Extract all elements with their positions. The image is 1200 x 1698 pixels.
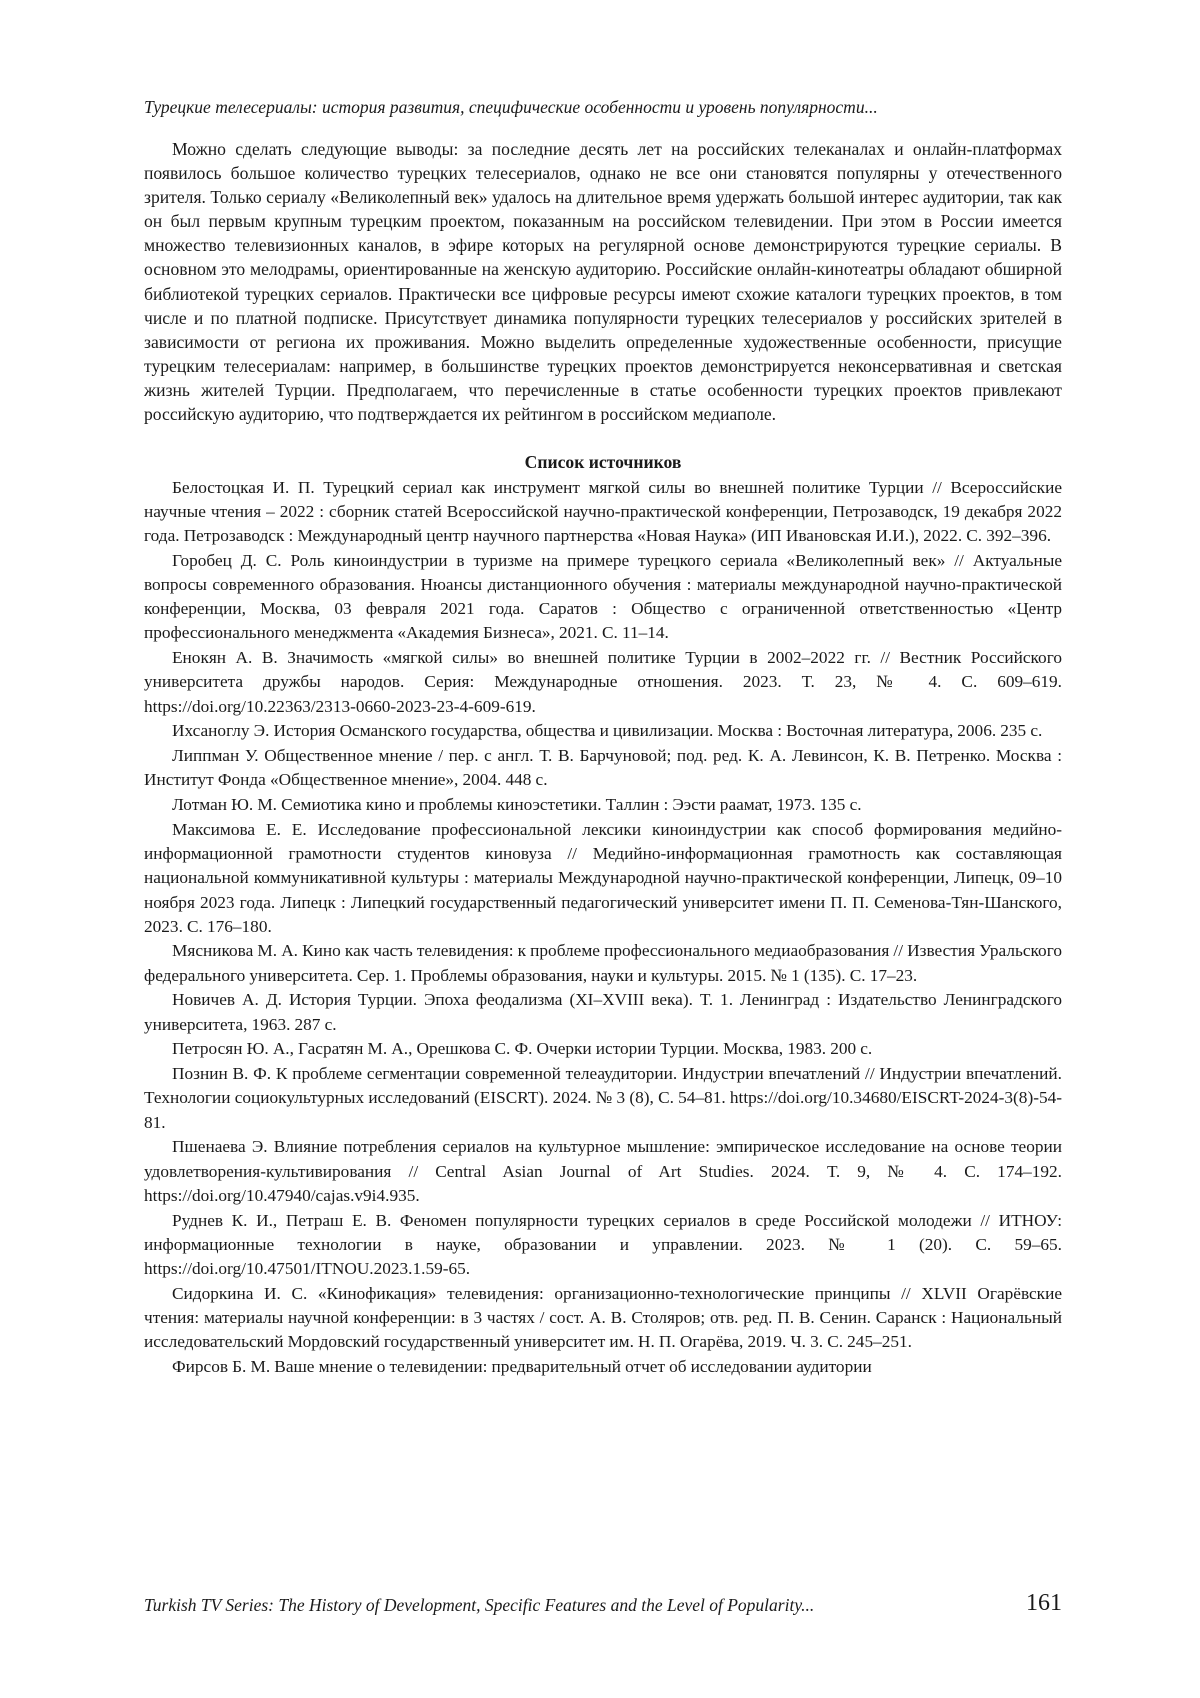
reference-item: Познин В. Ф. К проблеме сегментации современной телеаудитории. Индустрии впечатлений // Индустрии впечатлений. Технологии социокультурных исследований (EISCRT). 2024. № 3 (8), С. 54–81. https://doi.org/10.34680/EISCRT-2024-3(8)-54-81. — [144, 1064, 1062, 1132]
page-number: 161 — [1026, 1590, 1062, 1616]
reference-item: Максимова Е. Е. Исследование профессиональной лексики киноиндустрии как способ формирования медийно-информационной грамотности студентов киновуза // Медийно-информационная грамотность как составляющая национальной коммуникативной культуры : материалы Международной научно-практической конференции, Липецк, 09–10 ноября 2023 года. Липецк : Липецкий государственный педагогический университет имени П. П. Семенова-Тян-Шанского, 2023. С. 176–180. — [144, 820, 1062, 936]
footer-english-title: Turkish TV Series: The History of Development, Specific Features and the Level of Popularity... — [144, 1595, 815, 1615]
references-heading: Список источников — [524, 452, 682, 473]
reference-item: Петросян Ю. А., Гасратян М. А., Орешкова С. Ф. Очерки истории Турции. Москва, 1983. 200 с. — [172, 1039, 873, 1059]
references-list — [144, 476, 1062, 1379]
reference-item: Лотман Ю. М. Семиотика кино и проблемы киноэстетики. Таллин : Ээсти раамат, 1973. 135 с. — [172, 795, 862, 815]
reference-item: Мясникова М. А. Кино как часть телевидения: к проблеме профессионального медиаобразования // Известия Уральского федерального университета. Сер. 1. Проблемы образования, науки и культуры. 2015. № 1 (135). С. 17–23. — [144, 941, 1062, 985]
reference-item: Руднев К. И., Петраш Е. В. Феномен популярности турецких сериалов в среде Российской молодежи // ИТНОУ: информационные технологии в науке, образовании и управлении. 2023. № 1 (20). С. 59–65. https://doi.org/10.47501/ITNOU.2023.1.59-65. — [144, 1210, 1062, 1278]
running-head: Турецкие телесериалы: история развития, специфические особенности и уровень популярности... — [144, 97, 878, 117]
reference-item: Фирсов Б. М. Ваше мнение о телевидении: предварительный отчет об исследовании аудитории — [172, 1356, 872, 1376]
reference-item: Белостоцкая И. П. Турецкий сериал как инструмент мягкой силы во внешней политике Турции // Всероссийские научные чтения – 2022 : сборник статей Всероссийской научно-практической конференции, Петрозаводск, 19 декабря 2022 года. Петрозаводск : Международный центр научного партнерства «Новая Наука» (ИП Ивановская И.И.), 2022. С. 392–396. — [144, 478, 1062, 546]
reference-item: Горобец Д. С. Роль киноиндустрии в туризме на примере турецкого сериала «Великолепный век» // Актуальные вопросы современного образования. Нюансы дистанционного обучения : материалы международной научно-практической конференции, Москва, 03 февраля 2021 года. Саратов : Общество с ограниченной ответственностью «Центр профессионального менеджмента «Академия Бизнеса», 2021. С. 11–14. — [144, 551, 1062, 643]
reference-item: Сидоркина И. С. «Кинофикация» телевидения: организационно-технологические принципы // XLVII Огарёвские чтения: материалы научной конференции: в 3 частях / сост. А. В. Столяров; отв. ред. П. В. Сенин. Саранск : Национальный исследовательский Мордовский государственный университет им. Н. П. Огарёва, 2019. Ч. 3. С. 245–251. — [144, 1283, 1062, 1351]
conclusion-paragraph: Можно сделать следующие выводы: за последние десять лет на российских телеканалах и онлайн-платформах появилось большое количество турецких телесериалов, однако не все они становятся популярны у отечественного зрителя. Только сериалу «Великолепный век» удалось на длительное время удержать большой интерес аудитории, так как он был первым крупным турецким проектом, показанным на российском телевидении. При этом в России имеется множество телевизионных каналов, в эфире которых на регулярной основе демонстрируются турецкие сериалы. В основном это мелодрамы, ориентированные на женскую аудиторию. Российские онлайн-кинотеатры обладают обширной библиотекой турецких сериалов. Практически все цифровые ресурсы имеют схожие каталоги турецких проектов, в том числе и по платной подписке. Присутствует динамика популярности турецких телесериалов у российских зрителей в зависимости от региона их проживания. Можно выделить определенные художественные особенности, присущие турецким телесериалам: например, в большинстве турецких проектов демонстрируется неконсервативная и светская жизнь жителей Турции. Предполагаем, что перечисленные в статье особенности турецких проектов привлекают российскую аудиторию, что подтверждается их рейтингом в российском медиаполе. — [144, 139, 1062, 425]
page-body — [144, 137, 1062, 1380]
reference-item: Пшенаева Э. Влияние потребления сериалов на культурное мышление: эмпирическое исследование на основе теории удовлетворения-культивирования // Central Asian Journal of Art Studies. 2024. Т. 9, № 4. С. 174–192. https://doi.org/10.47940/cajas.v9i4.935. — [144, 1137, 1062, 1205]
reference-item: Новичев А. Д. История Турции. Эпоха феодализма (XI–XVIII века). Т. 1. Ленинград : Издательство Ленинградского университета, 1963. 287 с. — [144, 990, 1062, 1034]
reference-item: Енокян А. В. Значимость «мягкой силы» во внешней политике Турции в 2002–2022 гг. // Вестник Российского университета дружбы народов. Серия: Международные отношения. 2023. Т. 23, № 4. С. 609–619. https://doi.org/10.22363/2313-0660-2023-23-4-609-619. — [144, 648, 1062, 716]
reference-item: Липпман У. Общественное мнение / пер. с англ. Т. В. Барчуновой; под. ред. К. А. Левинсон, К. В. Петренко. Москва : Институт Фонда «Общественное мнение», 2004. 448 с. — [144, 746, 1062, 790]
reference-item: Ихсаноглу Э. История Османского государства, общества и цивилизации. Москва : Восточная литература, 2006. 235 с. — [172, 721, 1043, 741]
